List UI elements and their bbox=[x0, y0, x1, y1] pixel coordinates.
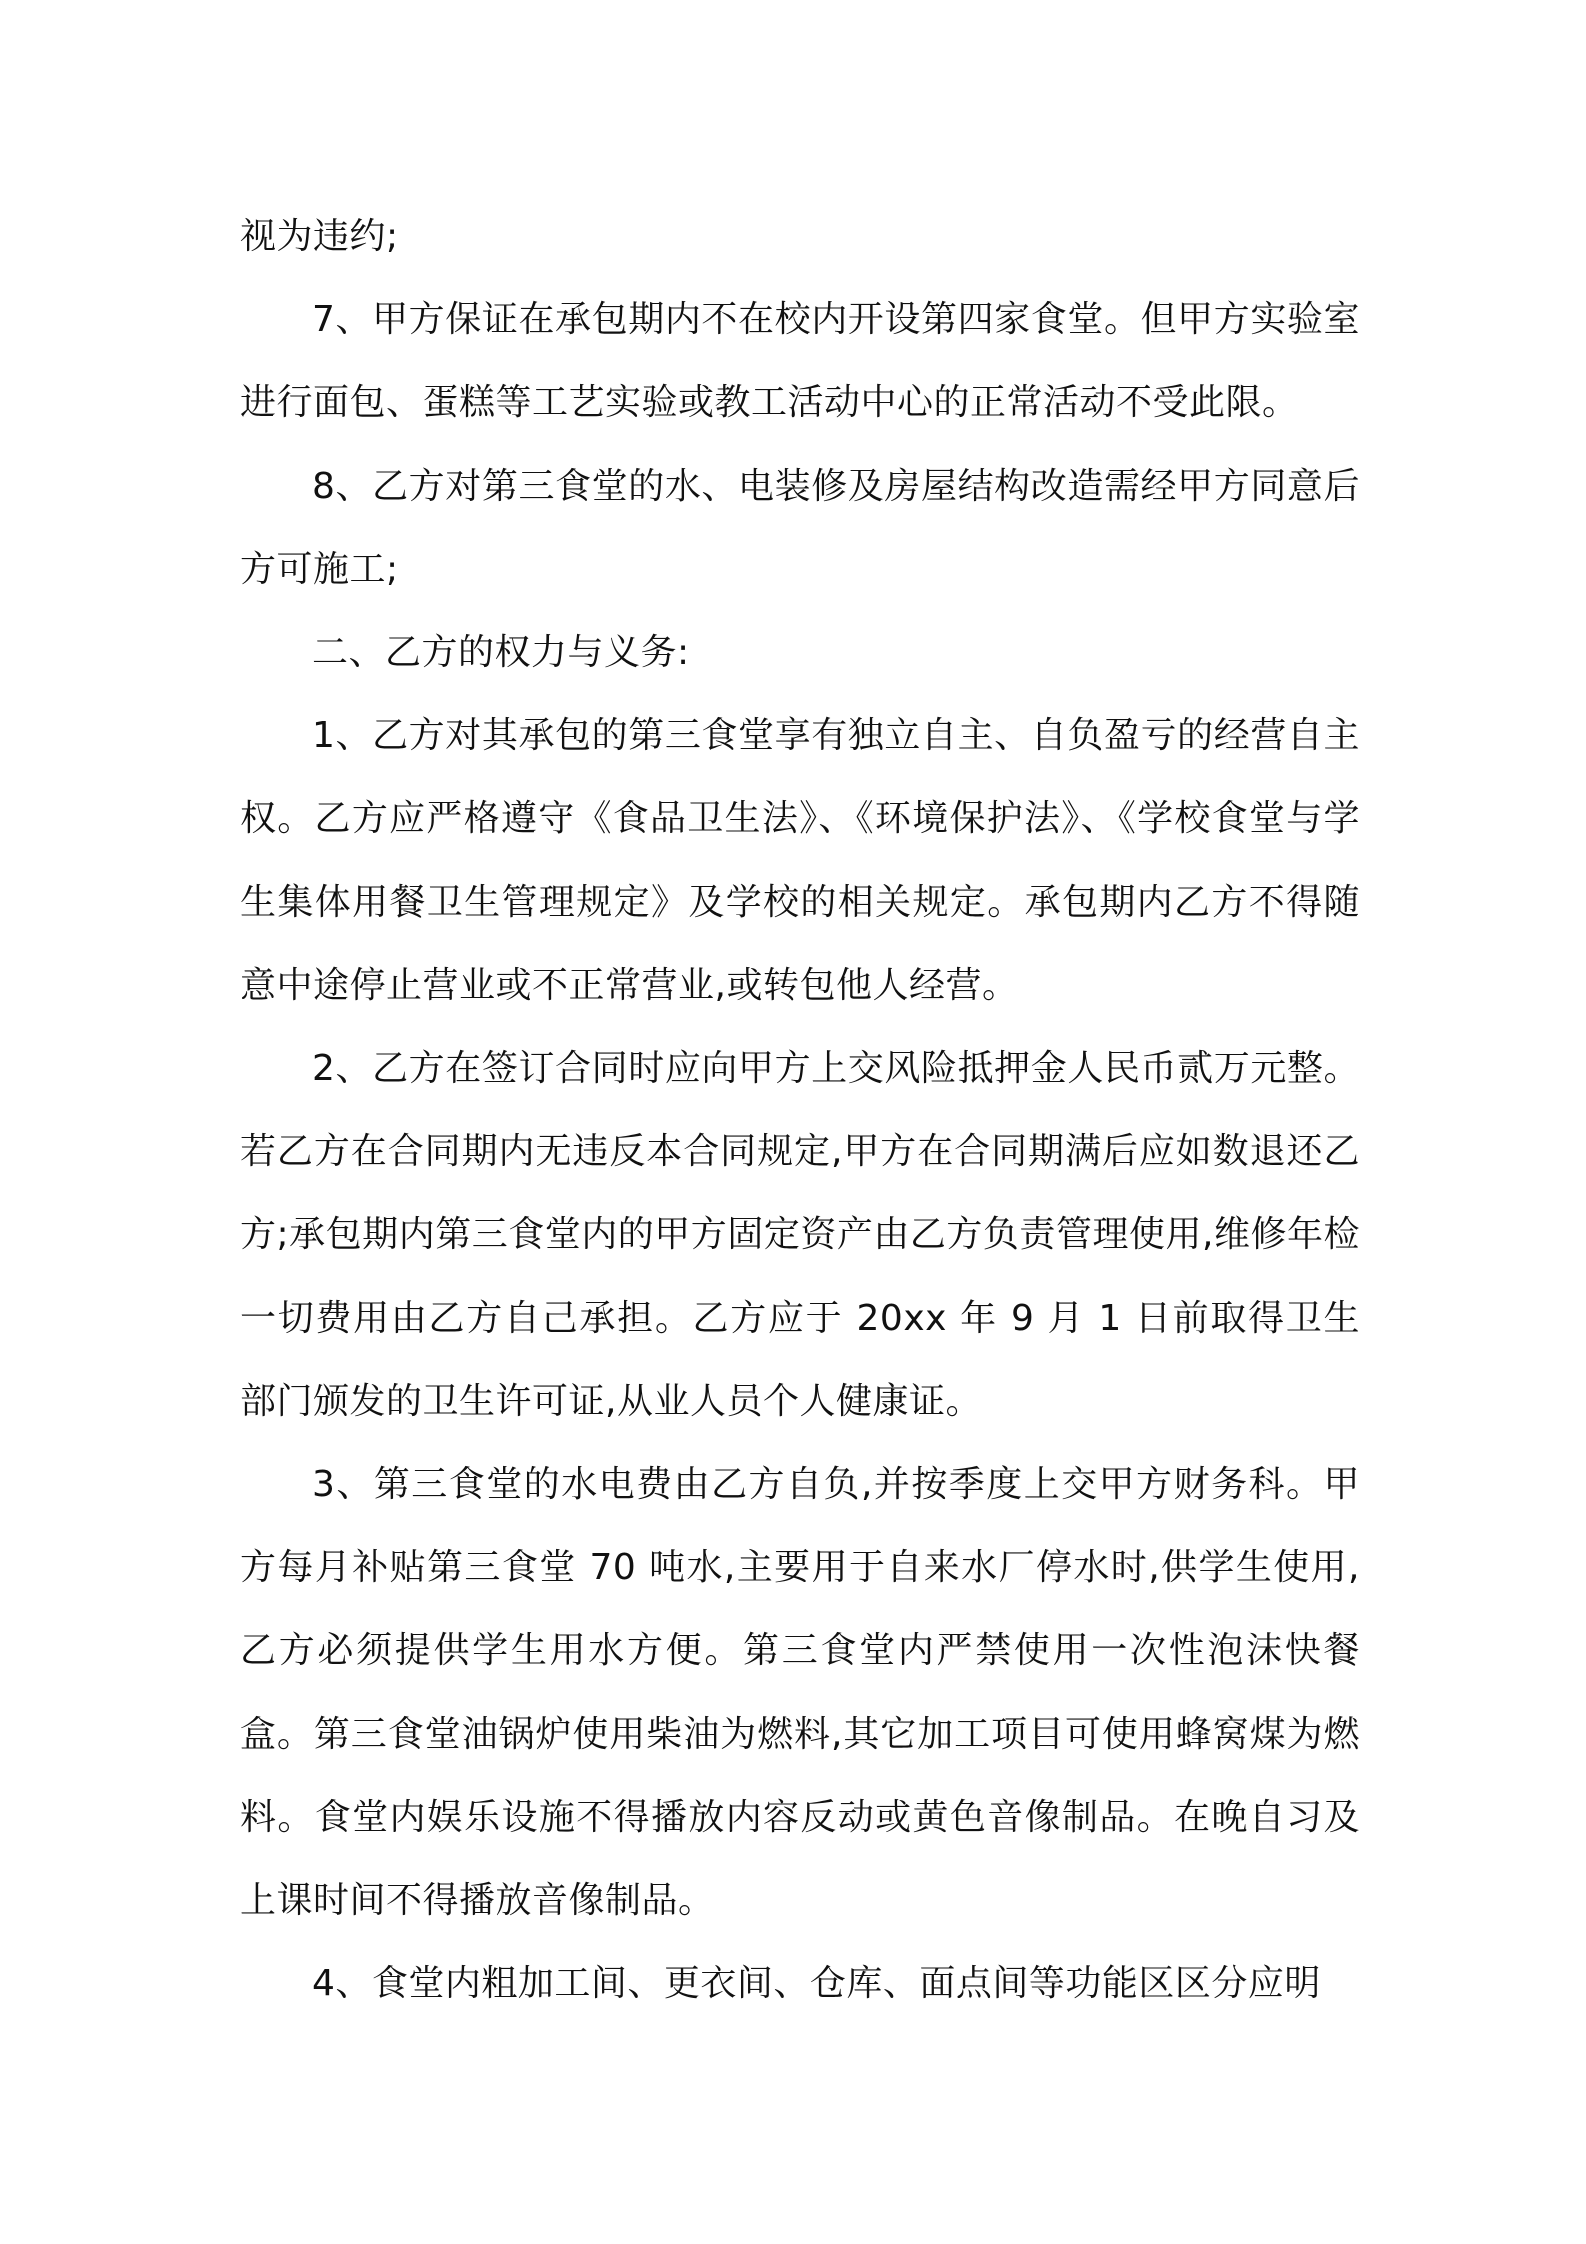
paragraph-clause-8: 8、乙方对第三食堂的水、电装修及房屋结构改造需经甲方同意后方可施工; bbox=[240, 465, 1360, 590]
document-body bbox=[240, 195, 1360, 2025]
paragraph-b-clause-1: 1、乙方对其承包的第三食堂享有独立自主、自负盈亏的经营自主权。乙方应严格遵守《食品卫生法》、《环境保护法》、《学校食堂与学生集体用餐卫生管理规定》及学校的相关规定。承包期内乙方不得随意中途停止营业或不正常营业,或转包他人经营。 bbox=[240, 715, 1360, 1006]
paragraph-b-clause-4: 4、食堂内粗加工间、更衣间、仓库、面点间等功能区区分应明 bbox=[312, 1963, 1321, 2005]
paragraph-b-clause-3: 3、第三食堂的水电费由乙方自负,并按季度上交甲方财务科。甲方每月补贴第三食堂 70 吨水,主要用于自来水厂停水时,供学生使用,乙方必须提供学生用水方便。第三食堂内严禁使用一次性泡沫快餐盒。第三食堂油锅炉使用柴油为燃料,其它加工项目可使用蜂窝煤为燃料。食堂内娱乐设施不得播放内容反动或黄色音像制品。在晚自习及上课时间不得播放音像制品。 bbox=[240, 1464, 1360, 1922]
paragraph-clause-7: 7、甲方保证在承包期内不在校内开设第四家食堂。但甲方实验室进行面包、蛋糕等工艺实验或教工活动中心的正常活动不受此限。 bbox=[240, 299, 1360, 424]
paragraph-continuation: 视为违约; bbox=[240, 216, 399, 257]
paragraph-b-clause-2: 2、乙方在签订合同时应向甲方上交风险抵押金人民币贰万元整。若乙方在合同期内无违反本合同规定,甲方在合同期满后应如数退还乙方;承包期内第三食堂内的甲方固定资产由乙方负责管理使用,维修年检一切费用由乙方自己承担。乙方应于 20xx 年 9 月 1 日前取得卫生部门颁发的卫生许可证,从业人员个人健康证。 bbox=[240, 1048, 1360, 1422]
section-heading-party-b-rights: 二、乙方的权力与义务: bbox=[312, 632, 690, 674]
